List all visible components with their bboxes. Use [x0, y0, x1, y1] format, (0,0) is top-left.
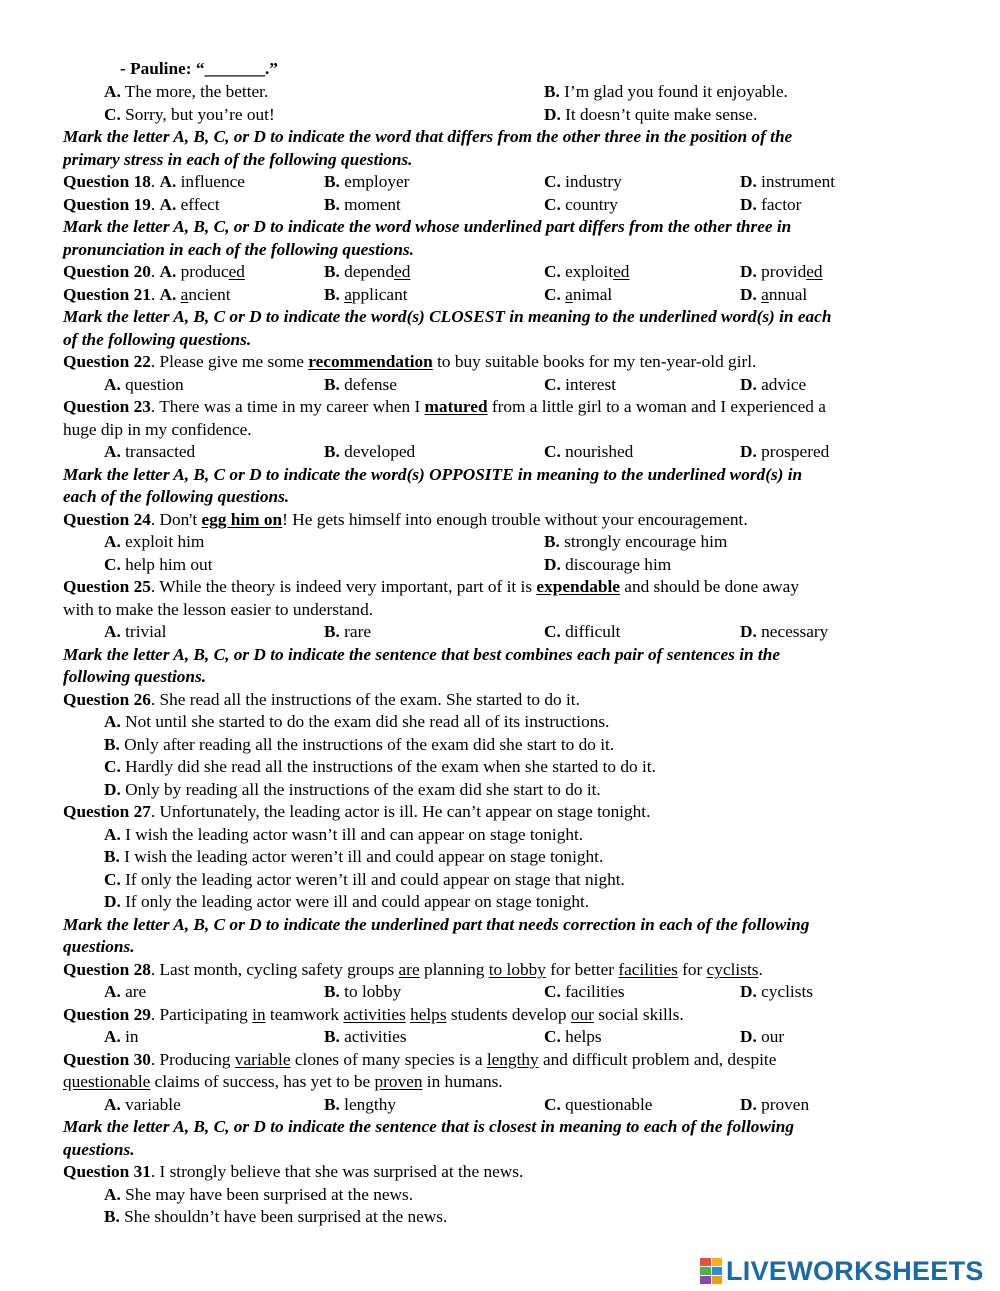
q27-option-b[interactable]: B. I wish the leading actor weren’t ill and could appear on stage tonight. [104, 847, 604, 866]
section-instruction-combine: Mark the letter A, B, C, or D to indicate the sentence that best combines each pair of sentences in the [63, 645, 781, 664]
question-23: Question 23. There was a time in my career when I matured from a little girl to a woman and I experienced a [63, 397, 826, 416]
section-instruction-opposite: Mark the letter A, B, C or D to indicate the word(s) OPPOSITE in meaning to the underlined word(s) in [63, 465, 803, 484]
question-22: Question 22. Please give me some recommendation to buy suitable books for my ten-year-old girl. [63, 352, 757, 371]
q21-option-b[interactable]: B. applicant [324, 285, 408, 304]
dialogue-option-a[interactable]: A. The more, the better. [104, 82, 269, 101]
q22-option-b[interactable]: B. defense [324, 375, 397, 394]
q25-option-a[interactable]: A. trivial [104, 622, 167, 641]
section-instruction-correction: Mark the letter A, B, C or D to indicate the underlined part that needs correction in each of the following [63, 915, 810, 934]
section-instruction-pronunciation-cont: pronunciation in each of the following questions. [63, 240, 414, 259]
question-31: Question 31. I strongly believe that she was surprised at the news. [63, 1162, 524, 1181]
question-30: Question 30. Producing variable clones of many species is a lengthy and difficult problem and, despite [63, 1050, 777, 1069]
q24-option-b[interactable]: B. strongly encourage him [544, 532, 728, 551]
q27-option-c[interactable]: C. If only the leading actor weren’t ill and could appear on stage that night. [104, 870, 625, 889]
q29-option-c[interactable]: C. helps [544, 1027, 602, 1046]
q18-option-c[interactable]: C. industry [544, 172, 622, 191]
q25-option-b[interactable]: B. rare [324, 622, 372, 641]
q31-option-a[interactable]: A. She may have been surprised at the news. [104, 1185, 414, 1204]
q28-option-c[interactable]: C. facilities [544, 982, 625, 1001]
question-26: Question 26. She read all the instructions of the exam. She started to do it. [63, 690, 580, 709]
question-28: Question 28. Last month, cycling safety groups are planning to lobby for better facilities for cyclists. [63, 960, 763, 979]
q28-option-d[interactable]: D. cyclists [740, 982, 813, 1001]
q26-option-c[interactable]: C. Hardly did she read all the instructions of the exam when she started to do it. [104, 757, 656, 776]
q28-option-b[interactable]: B. to lobby [324, 982, 402, 1001]
question-18: Question 18. A. influence [63, 172, 245, 191]
question-25-cont: with to make the lesson easier to understand. [63, 600, 374, 619]
q24-option-c[interactable]: C. help him out [104, 555, 213, 574]
q24-option-d[interactable]: D. discourage him [544, 555, 672, 574]
section-instruction-stress: Mark the letter A, B, C, or D to indicate the word that differs from the other three in the position of the [63, 127, 793, 146]
section-instruction-pronunciation: Mark the letter A, B, C, or D to indicate the word whose underlined part differs from the other three in [63, 217, 792, 236]
q18-option-b[interactable]: B. employer [324, 172, 410, 191]
dialogue-line: - Pauline: “_______.” [120, 59, 278, 78]
q20-option-d[interactable]: D. provided [740, 262, 823, 281]
dialogue-option-b[interactable]: B. I’m glad you found it enjoyable. [544, 82, 788, 101]
q19-option-b[interactable]: B. moment [324, 195, 401, 214]
section-instruction-correction-cont: questions. [63, 937, 135, 956]
q27-option-a[interactable]: A. I wish the leading actor wasn’t ill and can appear on stage tonight. [104, 825, 584, 844]
q27-option-d[interactable]: D. If only the leading actor were ill and could appear on stage tonight. [104, 892, 590, 911]
q19-option-d[interactable]: D. factor [740, 195, 802, 214]
q21-option-d[interactable]: D. annual [740, 285, 808, 304]
q22-option-a[interactable]: A. question [104, 375, 184, 394]
q20-option-c[interactable]: C. exploited [544, 262, 630, 281]
q21-option-c[interactable]: C. animal [544, 285, 613, 304]
q25-option-d[interactable]: D. necessary [740, 622, 829, 641]
q26-option-d[interactable]: D. Only by reading all the instructions of the exam did she start to do it. [104, 780, 601, 799]
question-21: Question 21. A. ancient [63, 285, 231, 304]
q23-option-a[interactable]: A. transacted [104, 442, 196, 461]
q23-option-c[interactable]: C. nourished [544, 442, 634, 461]
dialogue-option-c[interactable]: C. Sorry, but you’re out! [104, 105, 275, 124]
question-27: Question 27. Unfortunately, the leading actor is ill. He can’t appear on stage tonight. [63, 802, 651, 821]
section-instruction-stress-cont: primary stress in each of the following questions. [63, 150, 413, 169]
q29-option-b[interactable]: B. activities [324, 1027, 407, 1046]
q31-option-b[interactable]: B. She shouldn’t have been surprised at the news. [104, 1207, 448, 1226]
section-instruction-closest: Mark the letter A, B, C or D to indicate the word(s) CLOSEST in meaning to the underlined word(s) in each [63, 307, 832, 326]
liveworksheets-logo-text: LIVEWORKSHEETS [726, 1255, 984, 1286]
q30-option-c[interactable]: C. questionable [544, 1095, 653, 1114]
question-24: Question 24. Don't egg him on! He gets himself into enough trouble without your encouragement. [63, 510, 748, 529]
q22-option-c[interactable]: C. interest [544, 375, 616, 394]
q18-option-d[interactable]: D. instrument [740, 172, 836, 191]
q30-option-b[interactable]: B. lengthy [324, 1095, 397, 1114]
q24-option-a[interactable]: A. exploit him [104, 532, 205, 551]
question-30-cont: questionable claims of success, has yet to be proven in humans. [63, 1072, 503, 1091]
q26-option-b[interactable]: B. Only after reading all the instructions of the exam did she start to do it. [104, 735, 615, 754]
question-19: Question 19. A. effect [63, 195, 220, 214]
liveworksheets-logo [700, 1254, 984, 1288]
q30-option-a[interactable]: A. variable [104, 1095, 181, 1114]
section-instruction-opposite-cont: each of the following questions. [63, 487, 290, 506]
question-23-cont: huge dip in my confidence. [63, 420, 252, 439]
liveworksheets-logo-icon [700, 1258, 722, 1284]
q19-option-c[interactable]: C. country [544, 195, 618, 214]
q22-option-d[interactable]: D. advice [740, 375, 807, 394]
q29-option-d[interactable]: D. our [740, 1027, 785, 1046]
q30-option-d[interactable]: D. proven [740, 1095, 810, 1114]
question-25: Question 25. While the theory is indeed very important, part of it is expendable and should be done away [63, 577, 799, 596]
q23-option-d[interactable]: D. prospered [740, 442, 830, 461]
question-29: Question 29. Participating in teamwork activities helps students develop our social skills. [63, 1005, 684, 1024]
q29-option-a[interactable]: A. in [104, 1027, 139, 1046]
question-20: Question 20. A. produced [63, 262, 245, 281]
section-instruction-closest-cont: of the following questions. [63, 330, 252, 349]
q18-option-a-text: influence [176, 172, 245, 191]
dialogue-option-d[interactable]: D. It doesn’t quite make sense. [544, 105, 758, 124]
q26-option-a[interactable]: A. Not until she started to do the exam did she read all of its instructions. [104, 712, 610, 731]
q28-option-a[interactable]: A. are [104, 982, 147, 1001]
section-instruction-closest-sentence-cont: questions. [63, 1140, 135, 1159]
section-instruction-combine-cont: following questions. [63, 667, 207, 686]
section-instruction-closest-sentence: Mark the letter A, B, C, or D to indicate the sentence that is closest in meaning to each of the following [63, 1117, 794, 1136]
q25-option-c[interactable]: C. difficult [544, 622, 621, 641]
q20-option-b[interactable]: B. depended [324, 262, 411, 281]
q23-option-b[interactable]: B. developed [324, 442, 416, 461]
